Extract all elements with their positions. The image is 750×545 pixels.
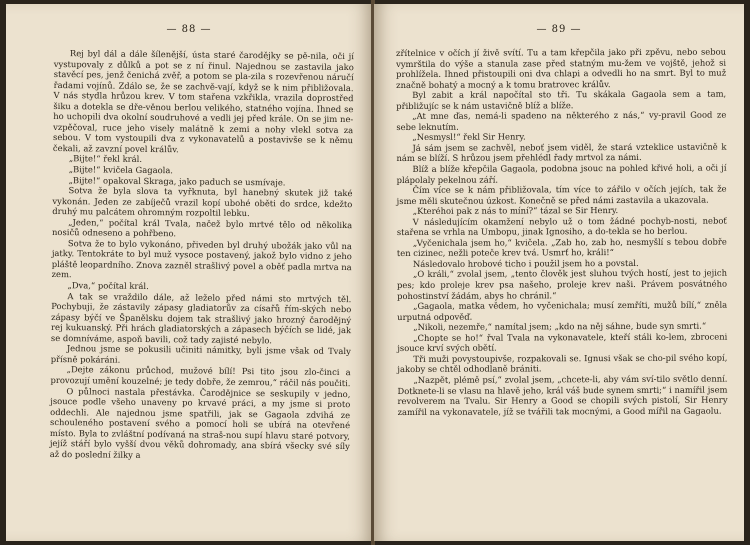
paragraph: „At mne ďas, nemá-li spadeno na některého z nás,“ vy-pravil Good ze sebe leknutím. [396,109,727,132]
paragraph: „Nikoli, nezemře,“ namítal jsem; „kdo na něj sáhne, bude syn smrti.“ [413,320,707,333]
paragraph: „Bijte!“ kvičela Gagaola. [68,164,174,176]
paragraph: A tak se vraždilo dále, až leželo před námi sto mrtvých těl. Pochybuji, že zástavily zápasy gladiatorův za císařů řím-ských nebo zápasy býčí ve Španělsku dojem tak strašlivý jako hrozný čarodějný rej kukuanský. Při hrách gladiatorských a zápasech býčích se lidé, jak se domníváme, aspoň bavili, což tady zajisté nebylo. [50,290,352,346]
paragraph: „Bijte!“ opakoval Skraga, jako paduch se usmívaje. [68,174,286,187]
paragraph: Tři muži povystoupivše, rozpakovali se. Ignusi však se cho-pil svého kopí, jakoby se chtěl odhodlaně brániti. [397,352,728,375]
paragraph: „Bijte!“ řekl král. [68,153,143,165]
paragraph: Byl zabit a král napočítal sto tři. Tu skákala Gagaola sem a tam, přibližujíc se k nám ustavičně blíž a blíže. [396,88,727,111]
paragraph: Následovalo hrobové ticho i použil jsem ho a povstal. [412,257,639,269]
paragraph: „Nesmysl!“ řekl Sir Henry. [412,131,526,143]
left-page-text [50,48,354,462]
paragraph: Čím více se k nám přibližovala, tím více to zářilo v očích jejích, tak že jsme měli skutečnou úzkost. Konečně se před námi zastavila a ukazovala. [396,183,727,206]
paragraph: Blíž a blíže křepčila Gagaola, podobna jsouc na pohled křivé holi, a oči jí plápolaly pekelnou září. [396,162,727,185]
paragraph: „Gagaola, matka vědem, ho vyčenichala; musí zemříti, mužů bílí,“ zněla urputná odpověď. [397,299,728,322]
paragraph: „Dejte zákonu průchod, mužové bílí! Psi tito jsou zlo-činci a provozují umění kouzelné; je tedy dobře, že zemrou,“ ráčil nás poučiti. [50,364,351,389]
right-page [374,4,744,541]
paragraph: „Kteréhoi pak z nás to míní?“ tázal se Sir Henry. [412,205,619,217]
paragraph: Jednou jsme se pokusili učiniti námitky, byli jsme však od Tvaly přísně pokáráni. [50,343,351,365]
paragraph: „Chopte se ho!“ řval Tvala na vykonavatele, kteří stáli ko-lem, zbroceni jsouce krví svých obětí. [397,331,728,354]
paragraph: Rej byl dál a dále šílenější, ústa staré čarodějky se pě-nila, oči jí vystupovaly z důlků a pot se z ní řinul. Najednou se zastavila jako stavěcí pes, jenž čenichá zvěř, a potom se pla-zila s rozevřenou náručí řadami vojínů. Zdálo se, že se zachvě-vají, když se k nim přibližovala. V nás stydla hrůzou krev. V tom stařena vzkřikla, vrazila doprostřed šiku a dotekla se dře-věnou berlou velikého, statného vojína. Ihned se ho uchopili dva okolní soudruhové a vedli jej před krále. On se jim ne-vzpěčoval, ruce jeho visely malátně k zemi a nohy vlekl sotva za sebou. V tom vystoupili dva z vykonavatelů a postavivše se k němu čekali, až zavzní povel králův. [52,48,354,155]
paragraph: V následujícím okamžení nebylo už o tom žádné pochyb-nosti, neboť stařena se vrhla na Umbopu, jinak Ignosiho, a do-tekla se ho berlou. [396,215,727,238]
paragraph: „Dva,“ počítal král. [67,280,149,292]
paragraph: O půlnoci nastala přestávka. Čarodějnice se seskupily v jedno, jsouce podle všeho unaveny po krvavé práci, a my jsme si proto oddechli. Ale najednou jsme spatřili, jak se Gagaola zdvihá ze schouleného postavení svého a pomocí holi se ubírá na otevřené místo. Byla to zvláštní podívaná na straš-nou supí hlavu staré potvory, jejíž stáří bylo vyšší dvou věků dohromady, ana sbírá všecky své síly až do poslední žilky a [49,385,351,460]
paragraph: Já sám jsem se zachvěl, neboť jsem viděl, že stará vzteklice ustavičně k nám se blíží. S hrůzou jsem přehlédl řady mrtvol za námi. [396,141,727,164]
paragraph: zřítelnice v očích jí živě svítí. Tu a tam křepčila jako při zpěvu, nebo sebou vymrštila do výše a stanula zase před statným mu-žem ve vojště, jehož si prohlížela. Ihned přistoupili oni dva chlapi a odvedli ho na smrt. Byl to muž značně bohatý a mocný a k tomu bratrovec králův. [396,46,727,90]
paragraph: „Nazpět, plémě psí,“ zvolal jsem, „chcete-li, aby vám sví-tilo světlo denní. Dotknete-li se vlasu na hlavě jeho, král váš bude synem smrti;“ i namířil jsem revolverem na Tvalu. Sir Henry a Good se chopili svých pistolí, Sir Henry zamířil na vykonavatele, jíž se tvářili tak mocnými, a Good mířil na Gagaolu. [397,373,728,417]
paragraph: Sotva že to bylo vykonáno, přiveden byl druhý ubožák jako vůl na jatky. Tentokráte to byl muž vysoce postavený, jakož bylo vidno z jeho pláště leopardního. Znova zazněl strašlivý povel a oběť padla mrtva na zem. [51,238,352,280]
paragraph: Sotva že byla slova ta vyřknuta, byl hanebný skutek již také vykonán. Jeden ze zabíječů vrazil kopí ubohé oběti do srdce, kdežto druhý mu palcátem ohromným rozpoltil lebku. [52,185,353,219]
page-number-right: — 89 — [536,24,582,35]
page-number-left: — 88 — [166,24,212,35]
right-page-text [396,47,728,418]
paragraph: „Jeden,“ počítal král Tvala, načež bylo mrtvé tělo od několika nosičů odneseno a pohřbeno. [52,216,353,239]
paragraph: „O králi,“ zvolal jsem, „tento člověk jest sluhou tvých hostí, jest to jejich pes; kdo proleje krev psa našeho, proleje krev naši. Právem posvátného pohostinství žádám, abys ho chránil.“ [397,268,728,301]
left-page [6,4,372,541]
paragraph: „Vyčenichala jsem ho,“ kvičela. „Zab ho, zab ho, nesmyšlí s tebou dobře ten cizinec, nežli poteče krev tvá. Usmrť ho, králi!“ [396,236,727,259]
